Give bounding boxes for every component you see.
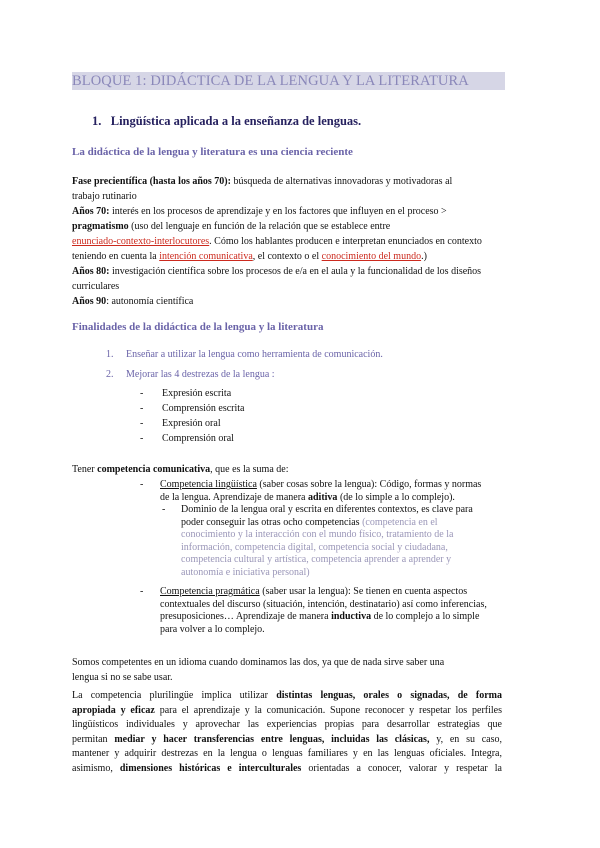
linguistic-competence: - Competencia lingüística (saber cosas sobre la lengua): Código, formas y normas de la lengua. Aprendizaje de manera aditiva (de lo simple a lo complejo). — [140, 479, 482, 503]
ling-sub-text: Dominio de la lengua oral y escrita en diferentes contextos, es clave para — [181, 504, 473, 515]
page-title: BLOQUE 1: DIDÁCTICA DE LA LENGUA Y LA LITERATURA — [72, 72, 505, 90]
competences-list-text: (competencia en el — [362, 516, 438, 528]
competences-list-text: información, competencia digital, competencia social y ciudadana, — [181, 541, 448, 553]
section-number: 1. — [92, 114, 102, 128]
competence-term: competencia comunicativa — [97, 464, 211, 475]
list-item — [106, 345, 383, 365]
phase-text: . Cómo los hablantes producen e interpretan enunciados en contexto — [209, 236, 482, 247]
phase-90-label: Años 90 — [72, 296, 107, 307]
competences-list-text: conocimiento y la interacción con el mundo físico, tratamiento de la — [181, 529, 454, 540]
inductiva-term: inductiva — [331, 611, 372, 622]
phases-paragraph — [72, 174, 512, 309]
highlight-term: enunciado-contexto-interlocutores — [72, 236, 210, 247]
phase-text: búsqueda de alternativas innovadoras y motivadoras al — [230, 176, 453, 187]
list-text: Enseñar a utilizar la lengua como herramienta de comunicación. — [126, 349, 383, 360]
phase-text: trabajo rutinario — [72, 191, 137, 202]
pragmatismo-term: pragmatismo — [72, 221, 129, 232]
list-text: Expresión oral — [162, 418, 221, 429]
subheading-finalidades: Finalidades de la didáctica de la lengua y la literatura — [72, 321, 324, 333]
prag-text: para volver a lo complejo. — [160, 623, 265, 635]
competent-text: lengua si no se sabe usar. — [72, 672, 173, 683]
pluri-bold: dimensiones históricas e interculturales — [119, 762, 302, 774]
phase-text: curriculares — [72, 281, 120, 292]
pluri-bold: mediar y hacer transferencias entre lenguas, incluidas las clásicas, — [114, 733, 430, 745]
pluri-text: y, en su caso, — [429, 733, 503, 745]
list-text: Comprensión oral — [162, 433, 234, 444]
phase-text: , el contexto o el — [252, 251, 322, 262]
pluri-bold: apropiada y eficaz — [72, 704, 155, 716]
pluri-text: orientadas a conocer, valorar y respetar la — [301, 762, 502, 774]
pluri-bold: distintas lenguas, orales o signadas, de forma — [276, 690, 502, 701]
linguistic-title: Competencia lingüística — [160, 479, 257, 490]
pluri-text: asimismo, — [72, 762, 120, 774]
list-item: - Comprensión escrita — [140, 403, 245, 414]
ling-text: (de lo simple a lo complejo). — [337, 491, 455, 503]
phase-precientifica-label: Fase precientífica (hasta los años 70): — [72, 176, 231, 187]
pluri-text: lingüísticos individuales y aprovechar las experiencias propias para desarrollar estrategias que — [72, 719, 502, 731]
plurilingual-paragraph — [72, 689, 502, 777]
section-heading — [92, 114, 361, 129]
goals-list — [106, 345, 383, 385]
prag-text: contextuales del discurso (situación, intención, destinatario) así como inferencias, — [160, 598, 487, 610]
pragmatic-competence: - Competencia pragmática (saber usar la lengua): Se tienen en cuenta aspectos contextuales del discurso (situación, intención, destinatario) así como inferencias, presuposiciones… Aprendizaje de manera inductiva de lo complejo a lo simple para volver a lo complejo. — [140, 586, 530, 636]
subheading-didactica: La didáctica de la lengua y literatura es una ciencia reciente — [72, 146, 353, 158]
section-label: Lingüística aplicada a la enseñanza de lenguas. — [110, 114, 362, 128]
competence-intro — [72, 462, 512, 477]
ling-text: de la lengua. Aprendizaje de manera — [160, 491, 308, 503]
intro-text: , que es la suma de: — [210, 464, 289, 475]
pragmatic-title: Competencia pragmática — [160, 586, 260, 597]
prag-text: presuposiciones… Aprendizaje de manera — [160, 611, 332, 622]
list-text: Mejorar las 4 destrezas de la lengua : — [126, 369, 275, 380]
list-number: 2. — [106, 369, 114, 380]
phase-text: teniendo en cuenta la — [72, 251, 160, 262]
competences-list-text: competencia cultural y artística, competencia aprender a aprender y — [181, 554, 452, 565]
phase-70-label: Años 70: — [72, 206, 110, 217]
pluri-text: permitan — [72, 733, 115, 745]
pluri-text: para el aprendizaje y la comunicación. Supone reconocer y respetar los perfiles — [154, 704, 502, 716]
competent-text: Somos competentes en un idioma cuando dominamos las dos, ya que de nada sirve saber una — [72, 657, 445, 668]
highlight-term: conocimiento del mundo — [321, 251, 422, 262]
phase-text: interés en los procesos de aprendizaje y en los factores que influyen en el proceso > — [109, 206, 447, 217]
phase-text: .) — [421, 251, 427, 262]
intro-text: Tener — [72, 464, 98, 475]
list-text: Expresión escrita — [162, 388, 232, 399]
pluri-text: mantener y adquirir destrezas en la lengua o lenguas familiares y en las lenguas oficiales. Integra, — [72, 748, 502, 760]
list-number: 1. — [106, 349, 114, 360]
phase-text: (uso del lenguaje en función de la relación que se establece entre — [128, 221, 391, 232]
aditiva-term: aditiva — [307, 491, 338, 503]
list-item: - Comprensión oral — [140, 433, 234, 444]
phase-text: : autonomía científica — [106, 296, 194, 307]
prag-text: de lo complejo a lo simple — [371, 611, 480, 622]
ling-sub-text: poder conseguir las otras ocho competencias — [181, 516, 363, 528]
competences-list-text: autonomía e iniciativa personal) — [181, 566, 310, 578]
prag-text: (saber usar la lengua): Se tienen en cuenta aspectos — [259, 586, 468, 597]
list-item: - Expresión escrita — [140, 388, 232, 399]
ling-text: (saber cosas sobre la lengua): Código, formas y normas — [256, 479, 482, 490]
phase-80-label: Años 80: — [72, 266, 110, 277]
highlight-term: intención comunicativa — [159, 251, 253, 262]
list-text: Comprensión escrita — [162, 403, 245, 414]
skills-list — [140, 386, 244, 446]
list-item — [106, 365, 383, 385]
list-item: - Expresión oral — [140, 418, 221, 429]
phase-text: investigación científica sobre los procesos de e/a en el aula y la funcionalidad de los diseños — [109, 266, 482, 277]
competent-paragraph — [72, 655, 512, 685]
pluri-text: La competencia plurilingüe implica utilizar — [72, 690, 277, 701]
linguistic-subitem: - Dominio de la lengua oral y escrita en diferentes contextos, es clave para poder conseguir las otras ocho competencias (competencia en el conocimiento y la interacción con el mundo físico, tratamiento de la información, competencia digital, competencia social y ciudadana, competencia cultural y artística, competencia aprender a aprender y autonomía e iniciativa personal) — [162, 504, 527, 579]
